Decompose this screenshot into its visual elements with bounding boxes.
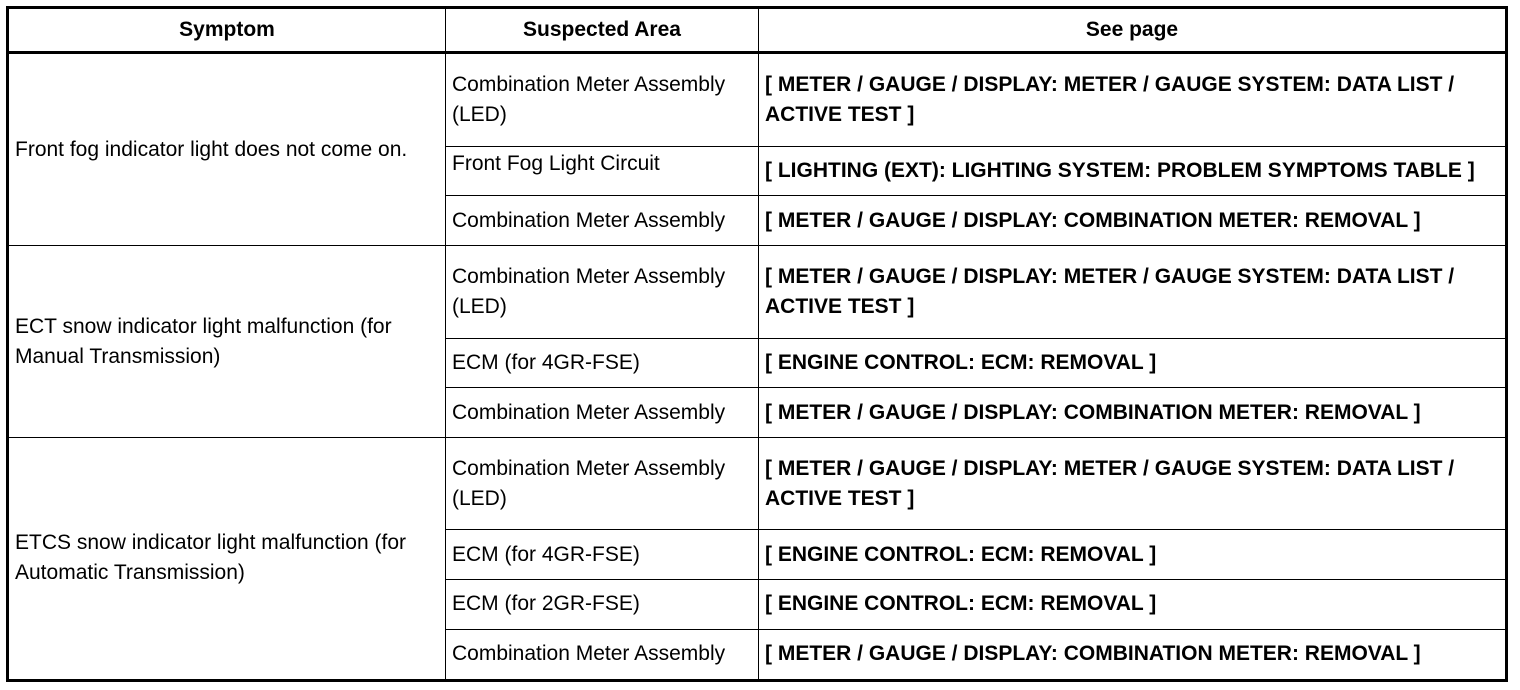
suspected-area-cell: ECM (for 2GR-FSE) [446,580,759,630]
see-page-link[interactable]: [ ENGINE CONTROL: ECM: REMOVAL ] [759,530,1507,580]
header-suspected-area: Suspected Area [446,8,759,53]
see-page-link[interactable]: [ METER / GAUGE / DISPLAY: METER / GAUGE SYSTEM: DATA LIST / ACTIVE TEST ] [759,53,1507,147]
table-row [8,437,1507,529]
see-page-link[interactable]: [ ENGINE CONTROL: ECM: REMOVAL ] [759,338,1507,388]
see-page-link[interactable]: [ LIGHTING (EXT): LIGHTING SYSTEM: PROBLEM SYMPTOMS TABLE ] [759,146,1507,196]
table-row [8,246,1507,338]
problem-symptoms-table [6,6,1508,682]
see-page-link[interactable]: [ ENGINE CONTROL: ECM: REMOVAL ] [759,580,1507,630]
suspected-area-cell: Combination Meter Assembly [446,629,759,680]
header-see-page: See page [759,8,1507,53]
header-row [8,8,1507,53]
header-symptom: Symptom [8,8,446,53]
suspected-area-cell: Combination Meter Assembly [446,388,759,438]
suspected-area-cell: Combination Meter Assembly (LED) [446,246,759,338]
suspected-area-cell: Front Fog Light Circuit [446,146,759,196]
symptom-cell: ECT snow indicator light malfunction (for Manual Transmission) [8,246,446,438]
see-page-link[interactable]: [ METER / GAUGE / DISPLAY: COMBINATION METER: REMOVAL ] [759,388,1507,438]
suspected-area-cell: ECM (for 4GR-FSE) [446,338,759,388]
table-row [8,53,1507,147]
suspected-area-cell: Combination Meter Assembly [446,196,759,246]
see-page-link[interactable]: [ METER / GAUGE / DISPLAY: METER / GAUGE SYSTEM: DATA LIST / ACTIVE TEST ] [759,246,1507,338]
see-page-link[interactable]: [ METER / GAUGE / DISPLAY: METER / GAUGE SYSTEM: DATA LIST / ACTIVE TEST ] [759,437,1507,529]
suspected-area-cell: Combination Meter Assembly (LED) [446,437,759,529]
see-page-link[interactable]: [ METER / GAUGE / DISPLAY: COMBINATION METER: REMOVAL ] [759,196,1507,246]
suspected-area-cell: Combination Meter Assembly (LED) [446,53,759,147]
see-page-link[interactable]: [ METER / GAUGE / DISPLAY: COMBINATION METER: REMOVAL ] [759,629,1507,680]
symptom-cell: ETCS snow indicator light malfunction (for Automatic Transmission) [8,437,446,680]
symptom-cell: Front fog indicator light does not come on. [8,53,446,246]
suspected-area-cell: ECM (for 4GR-FSE) [446,530,759,580]
